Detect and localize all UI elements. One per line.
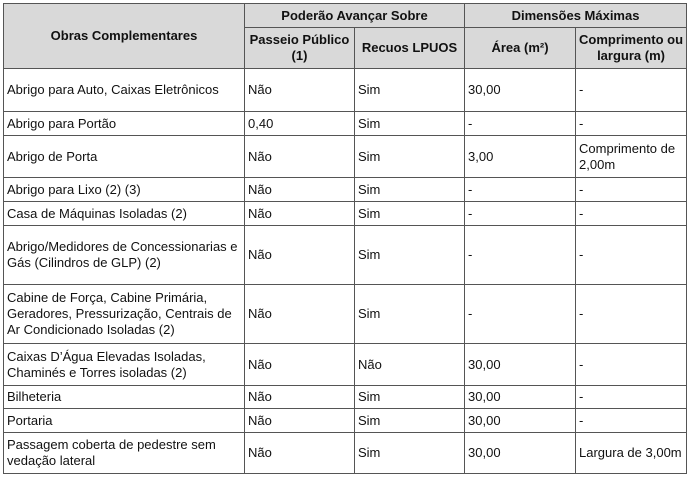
table-row [4,202,687,226]
cell-recuos: Sim [355,409,465,433]
cell-comprimento: - [576,226,687,285]
cell-recuos: Sim [355,226,465,285]
cell-passeio: Não [245,178,355,202]
cell-obra: Abrigo de Porta [4,136,245,178]
cell-passeio: 0,40 [245,112,355,136]
cell-area: - [465,178,576,202]
cell-recuos: Sim [355,112,465,136]
cell-passeio: Não [245,285,355,344]
cell-area: - [465,285,576,344]
table-row [4,285,687,344]
header-comprimento: Comprimento ou largura (m) [576,28,687,69]
cell-passeio: Não [245,136,355,178]
cell-passeio: Não [245,226,355,285]
table-row [4,178,687,202]
header-passeio: Passeio Público (1) [245,28,355,69]
cell-area: 30,00 [465,409,576,433]
cell-area: 30,00 [465,344,576,386]
cell-area: 30,00 [465,433,576,474]
cell-comprimento: - [576,409,687,433]
cell-recuos: Sim [355,178,465,202]
table-row [4,136,687,178]
obras-complementares-table [3,3,687,474]
table-row [4,386,687,409]
cell-obra: Caixas D’Água Elevadas Isoladas, Chaminés e Torres isoladas (2) [4,344,245,386]
cell-recuos: Sim [355,69,465,112]
cell-comprimento: - [576,69,687,112]
cell-area: 30,00 [465,69,576,112]
cell-area: 30,00 [465,386,576,409]
cell-recuos: Não [355,344,465,386]
cell-comprimento: Largura de 3,00m [576,433,687,474]
cell-passeio: Não [245,69,355,112]
cell-passeio: Não [245,409,355,433]
header-dimensoes: Dimensões Máximas [465,4,687,28]
cell-comprimento: Comprimento de 2,00m [576,136,687,178]
cell-comprimento: - [576,112,687,136]
table-row [4,433,687,474]
header-area: Área (m²) [465,28,576,69]
table-row [4,226,687,285]
table-row [4,344,687,386]
cell-comprimento: - [576,344,687,386]
cell-recuos: Sim [355,433,465,474]
table-row [4,69,687,112]
header-poderao: Poderão Avançar Sobre [245,4,465,28]
cell-obra: Abrigo/Medidores de Concessionarias e Gás (Cilindros de GLP) (2) [4,226,245,285]
cell-passeio: Não [245,202,355,226]
cell-area: - [465,202,576,226]
cell-obra: Abrigo para Lixo (2) (3) [4,178,245,202]
cell-recuos: Sim [355,202,465,226]
cell-comprimento: - [576,386,687,409]
cell-passeio: Não [245,433,355,474]
cell-area: - [465,112,576,136]
cell-recuos: Sim [355,386,465,409]
header-obras: Obras Complementares [4,4,245,69]
table-row [4,409,687,433]
cell-comprimento: - [576,285,687,344]
cell-obra: Bilheteria [4,386,245,409]
cell-obra: Abrigo para Auto, Caixas Eletrônicos [4,69,245,112]
cell-area: - [465,226,576,285]
cell-area: 3,00 [465,136,576,178]
cell-comprimento: - [576,178,687,202]
cell-obra: Portaria [4,409,245,433]
cell-obra: Abrigo para Portão [4,112,245,136]
cell-comprimento: - [576,202,687,226]
cell-obra: Passagem coberta de pedestre sem vedação lateral [4,433,245,474]
cell-obra: Casa de Máquinas Isoladas (2) [4,202,245,226]
cell-recuos: Sim [355,285,465,344]
cell-passeio: Não [245,386,355,409]
cell-recuos: Sim [355,136,465,178]
cell-passeio: Não [245,344,355,386]
table-row [4,112,687,136]
cell-obra: Cabine de Força, Cabine Primária, Geradores, Pressurização, Centrais de Ar Condicionado Isoladas (2) [4,285,245,344]
header-recuos: Recuos LPUOS [355,28,465,69]
